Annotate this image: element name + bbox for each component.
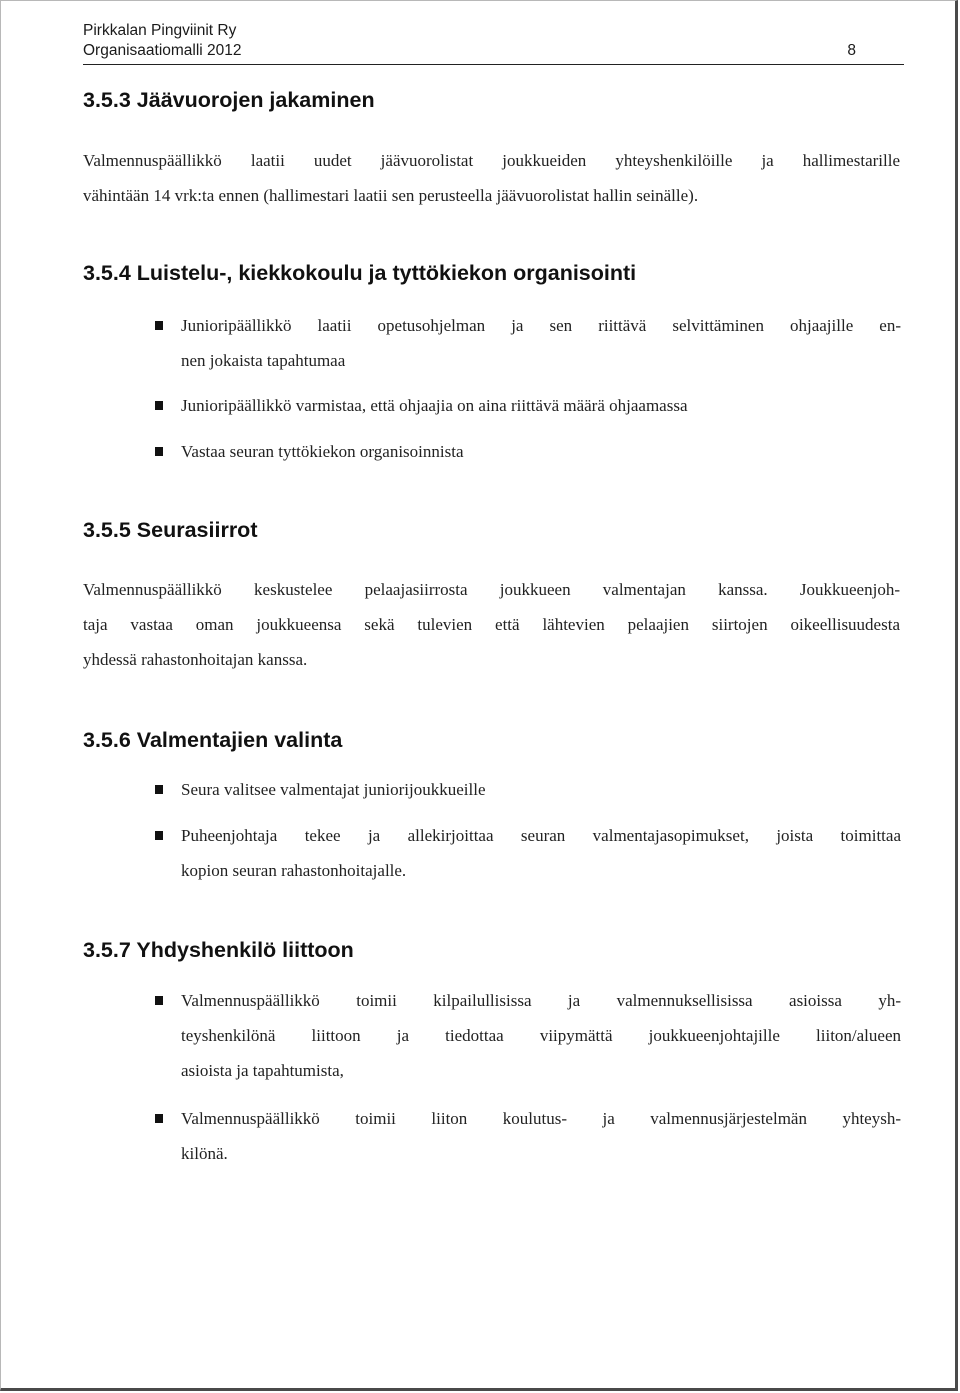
section-3-5-5-paragraph xyxy=(83,572,900,677)
bullet-item xyxy=(181,434,901,469)
bullet-item xyxy=(181,983,901,1088)
bullet-item xyxy=(181,1101,901,1171)
bullet-line: kilönä. xyxy=(181,1144,228,1163)
bullet-line: asioista ja tapahtumista, xyxy=(181,1061,344,1080)
bullet-line: Valmennuspäällikkö toimii kilpailullisissa ja valmennuksellisissa asioissa yh- xyxy=(181,991,901,1010)
square-bullet-icon xyxy=(155,831,163,840)
paragraph-line: Valmennuspäällikkö laatii uudet jäävuorolistat joukkueiden yhteyshenkilöille ja hallimestarille xyxy=(83,151,900,170)
square-bullet-icon xyxy=(155,996,163,1005)
header-rule xyxy=(83,41,904,65)
square-bullet-icon xyxy=(155,447,163,456)
bullet-item xyxy=(181,308,901,378)
section-3-5-3-paragraph xyxy=(83,143,900,213)
bullet-line: Junioripäällikkö varmistaa, että ohjaajia on aina riittävä määrä ohjaamassa xyxy=(181,396,688,415)
bullet-item xyxy=(181,388,901,423)
square-bullet-icon xyxy=(155,321,163,330)
bullet-line: kopion seuran rahastonhoitajalle. xyxy=(181,861,407,880)
section-heading-3-5-7: 3.5.7 Yhdyshenkilö liittoon xyxy=(83,938,354,962)
section-heading-3-5-5: 3.5.5 Seurasiirrot xyxy=(83,518,258,542)
paragraph-line: taja vastaa oman joukkueensa sekä tulevien että lähtevien pelaajien siirtojen oikeellisuudesta xyxy=(83,615,900,634)
header-document-title: Organisaatiomalli 2012 xyxy=(83,42,242,59)
square-bullet-icon xyxy=(155,401,163,410)
bullet-item xyxy=(181,818,901,888)
running-header xyxy=(83,21,904,65)
square-bullet-icon xyxy=(155,785,163,794)
bullet-line: Valmennuspäällikkö toimii liiton koulutus- ja valmennusjärjestelmän yhteysh- xyxy=(181,1109,901,1128)
header-organization: Pirkkalan Pingviinit Ry xyxy=(83,22,237,39)
bullet-item xyxy=(181,772,901,807)
bullet-line: Seura valitsee valmentajat juniorijoukkueille xyxy=(181,780,486,799)
paragraph-line: Valmennuspäällikkö keskustelee pelaajasiirrosta joukkueen valmentajan kanssa. Joukkueenjoh- xyxy=(83,580,900,599)
bullet-line: teyshenkilönä liittoon ja tiedottaa viipymättä joukkueenjohtajille liiton/alueen xyxy=(181,1026,901,1045)
bullet-line: Vastaa seuran tyttökiekon organisoinnista xyxy=(181,442,464,461)
section-heading-3-5-4: 3.5.4 Luistelu-, kiekkokoulu ja tyttökiekon organisointi xyxy=(83,261,637,285)
square-bullet-icon xyxy=(155,1114,163,1123)
section-heading-3-5-3: 3.5.3 Jäävuorojen jakaminen xyxy=(83,88,375,112)
paragraph-line: yhdessä rahastonhoitajan kanssa. xyxy=(83,650,308,669)
page-number: 8 xyxy=(847,42,856,59)
bullet-line: Puheenjohtaja tekee ja allekirjoittaa seuran valmentajasopimukset, joista toimittaa xyxy=(181,826,901,845)
section-heading-3-5-6: 3.5.6 Valmentajien valinta xyxy=(83,728,343,752)
paragraph-line: vähintään 14 vrk:ta ennen (hallimestari laatii sen perusteella jäävuorolistat hallin seinälle). xyxy=(83,186,699,205)
bullet-line: nen jokaista tapahtumaa xyxy=(181,351,346,370)
bullet-line: Junioripäällikkö laatii opetusohjelman ja sen riittävä selvittäminen ohjaajille en- xyxy=(181,316,901,335)
